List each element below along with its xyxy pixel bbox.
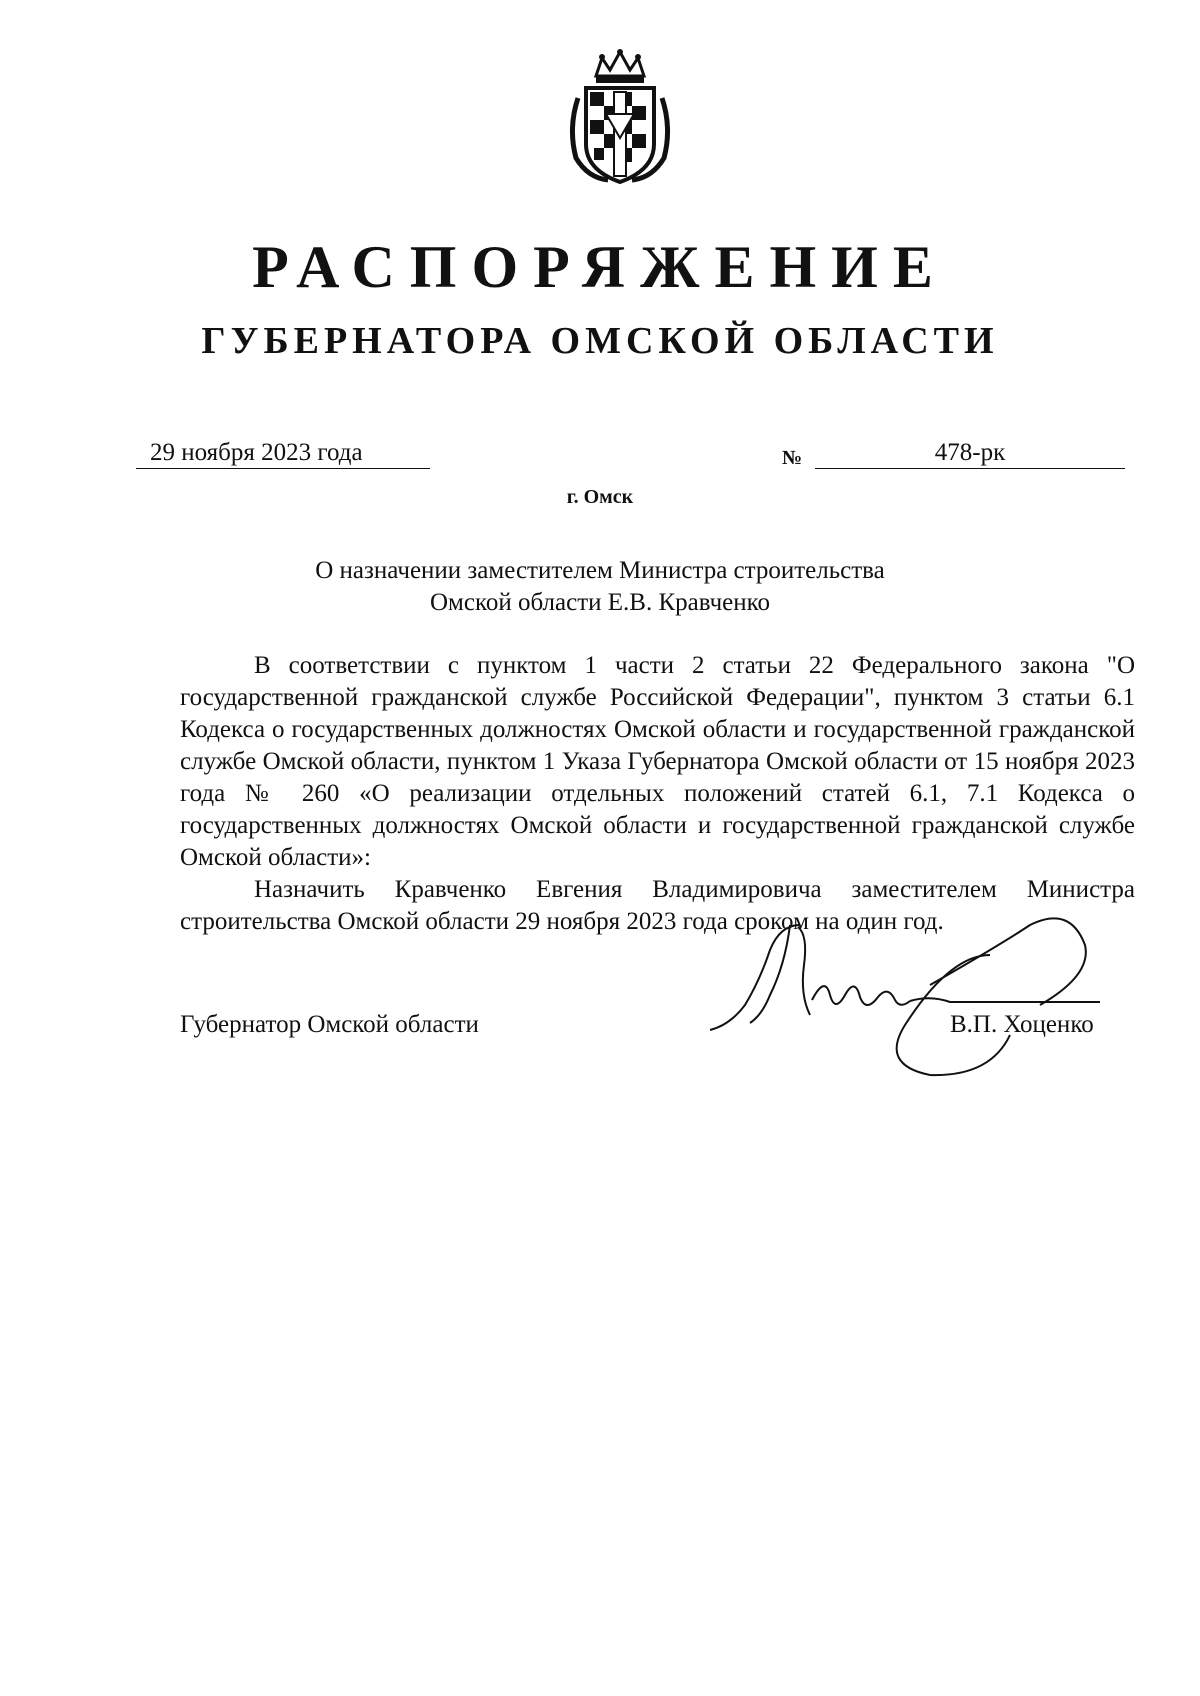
document-subject — [0, 555, 1200, 619]
signatory-name: В.П. Хоценко — [950, 1011, 1094, 1038]
document-title: РАСПОРЯЖЕНИЕ — [252, 234, 948, 300]
number-sign: № — [782, 447, 803, 469]
document-body — [180, 650, 1135, 938]
coat-of-arms-icon — [558, 48, 682, 188]
document-city: г. Омск — [566, 486, 634, 508]
document-number: 478-рк — [815, 438, 1125, 469]
document-date: 29 ноября 2023 года — [136, 438, 430, 469]
body-paragraph-2: Назначить Кравченко Евгения Владимировича заместителем Министра строительства Омской области 29 ноября 2023 года сроком на один год. — [180, 876, 1135, 935]
handwritten-signature-icon — [700, 905, 1100, 1080]
body-paragraph-1: В соответствии с пунктом 1 части 2 статьи 22 Федерального закона "О государственной гражданской службе Российской Федерации", пунктом 3 статьи 6.1 Кодекса о государственных должностях Омской области и государственной гражданской службе Омской области, пунктом 1 Указа Губернатора Омской области от 15 ноября 2023 года № 260 «О реализации отдельных положений статей 6.1, 7.1 Кодекса о государственных должностях Омской области и государственной гражданской службе Омской области»: — [180, 652, 1135, 871]
subject-line-2: Омской области Е.В. Кравченко — [429, 589, 771, 616]
subject-line-1: О назначении заместителем Министра строительства — [315, 557, 885, 584]
document-subtitle: ГУБЕРНАТОРА ОМСКОЙ ОБЛАСТИ — [201, 320, 999, 362]
signatory-position: Губернатор Омской области — [180, 1011, 479, 1038]
